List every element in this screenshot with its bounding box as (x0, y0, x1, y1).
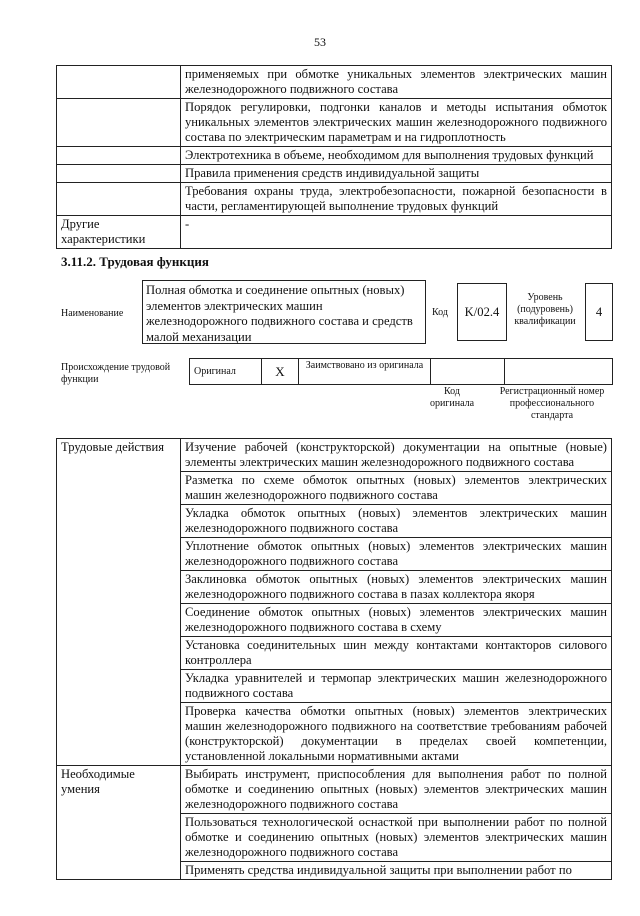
borrowed-label: Заимствовано из оригинала (299, 359, 431, 384)
origin-row (189, 358, 613, 385)
table-row (57, 183, 612, 216)
caption-code: Код оригинала (429, 386, 475, 409)
row-text: - (181, 216, 612, 249)
table-row (57, 165, 612, 183)
row-label (57, 183, 181, 216)
code-label: Код (432, 307, 448, 318)
labor-function-table (56, 438, 612, 880)
skill: Применять средства индивидуальной защиты при выполнении работ по (181, 862, 612, 880)
row-text: Требования охраны труда, электробезопасности, пожарной безопасности в части, регламентирующей выполнение трудовых функций (181, 183, 612, 216)
labor-action: Установка соединительных шин между контактами контакторов силового контроллера (181, 637, 612, 670)
skills-label: Необходимые умения (57, 766, 181, 880)
row-label-other: Другие характеристики (57, 216, 181, 249)
registration-number-cell (505, 359, 612, 384)
original-label: Оригинал (190, 359, 262, 384)
row-label (57, 99, 181, 147)
origin-label: Происхождение трудовой функции (61, 362, 171, 385)
labor-action: Соединение обмоток опытных (новых) элементов электрических машин железнодорожного подвижного состава в схему (181, 604, 612, 637)
labor-action: Заклиновка обмоток опытных (новых) элементов электрических машин железнодорожного подвижного состава в пазах коллектора якоря (181, 571, 612, 604)
labor-action: Проверка качества обмотки опытных (новых) элементов электрических машин железнодорожного подвижного на соответствие требованиям рабочей (конструкторской) документации в пределах своей компетенции, установленной локальными нормативными актами (181, 703, 612, 766)
name-value: Полная обмотка и соединение опытных (новых) элементов электрических машин железнодорожного подвижного состава и средств малой механизации (142, 280, 426, 344)
row-text: применяемых при обмотке уникальных элементов электрических машин железнодорожного подвижного состава (181, 66, 612, 99)
labor-action: Укладка уравнителей и термопар электрических машин железнодорожного подвижного состава (181, 670, 612, 703)
row-text: Порядок регулировки, подгонки каналов и методы испытания обмоток уникальных элементов электрических машин железнодорожного подвижного состава по электрическим параметрам и на гидроплотность (181, 99, 612, 147)
level-value: 4 (585, 283, 613, 341)
row-label (57, 147, 181, 165)
page-number: 53 (314, 35, 326, 49)
labor-action: Изучение рабочей (конструкторской) документации на опытные (новые) элементы электрических машин железнодорожного подвижного состава (181, 439, 612, 472)
knowledge-table (56, 65, 612, 249)
labor-actions-label: Трудовые действия (57, 439, 181, 766)
original-code-cell (431, 359, 505, 384)
skill: Пользоваться технологической оснасткой при выполнении работ по полной обмотке и соединению опытных (новых) элементов электрических машин железнодорожного подвижного состава (181, 814, 612, 862)
row-text: Правила применения средств индивидуальной защиты (181, 165, 612, 183)
table-row (57, 216, 612, 249)
table-row (57, 766, 612, 814)
original-mark: X (262, 359, 299, 384)
table-row (57, 99, 612, 147)
row-label (57, 66, 181, 99)
code-value: K/02.4 (457, 283, 507, 341)
labor-action: Разметка по схеме обмоток опытных (новых) элементов электрических машин железнодорожного подвижного состава (181, 472, 612, 505)
table-row (57, 439, 612, 472)
labor-action: Уплотнение обмоток опытных (новых) элементов электрических машин железнодорожного подвижного состава (181, 538, 612, 571)
name-label: Наименование (61, 308, 124, 319)
level-label: Уровень (подуровень) квалификации (514, 292, 576, 327)
labor-action: Укладка обмоток опытных (новых) элементов электрических машин железнодорожного подвижного состава (181, 505, 612, 538)
row-text: Электротехника в объеме, необходимом для выполнения трудовых функций (181, 147, 612, 165)
table-row (57, 147, 612, 165)
caption-registration: Регистрационный номер профессионального стандарта (499, 386, 605, 421)
skill: Выбирать инструмент, приспособления для выполнения работ по полной обмотке и соединению опытных (новых) элементов электрических машин железнодорожного подвижного состава (181, 766, 612, 814)
row-label (57, 165, 181, 183)
section-heading: 3.11.2. Трудовая функция (61, 254, 209, 269)
table-row (57, 66, 612, 99)
